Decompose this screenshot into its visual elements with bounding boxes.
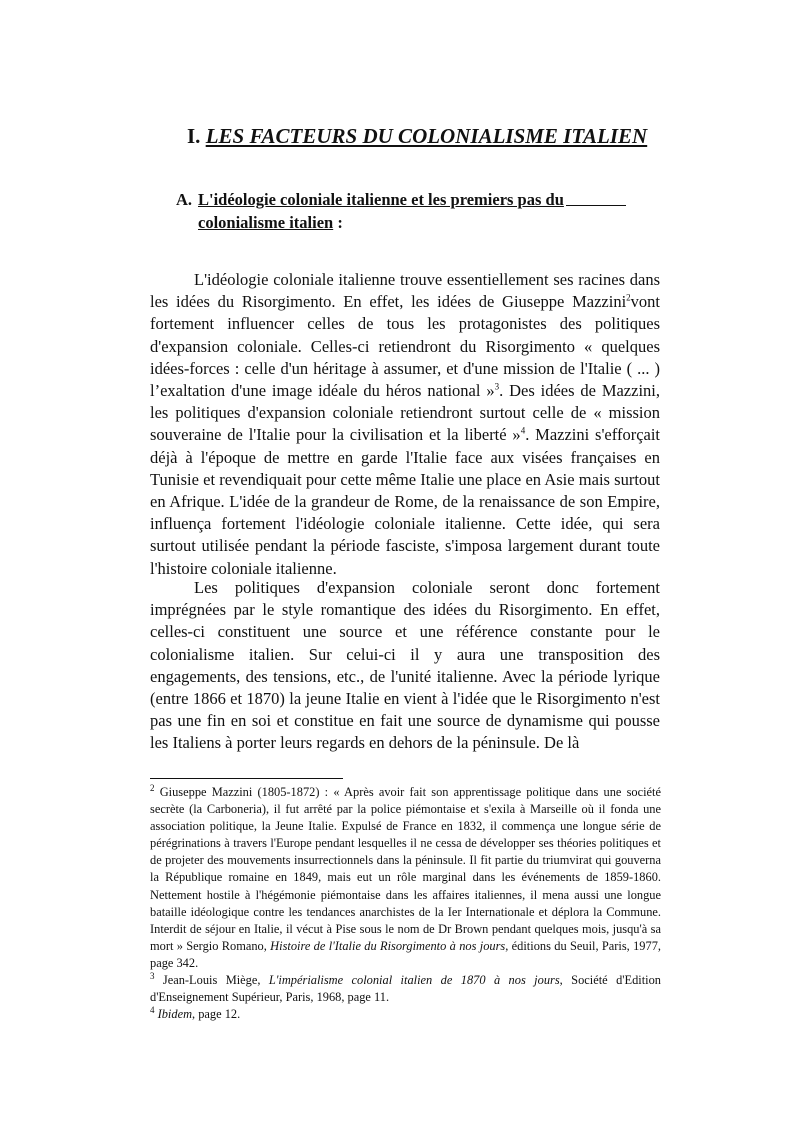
footnote-ref-2[interactable]: 2 <box>626 292 631 303</box>
chapter-title <box>187 124 747 149</box>
footnote-2 <box>150 784 661 972</box>
chapter-title-text: LES FACTEURS DU COLONIALISME ITALIEN <box>205 124 648 148</box>
section-heading-line1-text: L'idéologie coloniale italienne et les premiers pas du <box>198 190 564 209</box>
footnote-4-number: 4 <box>150 1005 155 1016</box>
footnote-2-tail: , éditions du Seuil, Paris, 1977, page 342. <box>150 938 661 970</box>
footnote-3-book: L'impérialisme colonial italien de 1870 à nos jours <box>268 973 560 988</box>
footnote-ref-4[interactable]: 4 <box>520 425 526 436</box>
footnotes <box>150 784 661 1023</box>
footnote-2-text: Giuseppe Mazzini (1805-1872) : « Après avoir fait son apprentissage politique dans une société secrète (la Carboneria), il fut arrêté par la police piémontaise et s'exila à Marseille où il fonda une association politique, la Jeune Italie. Expulsé de France en 1832, il commença une longue série de pérégrinations à travers l'Europe pendant lesquelles il ne cessa de développer ses théories politiques et de projeter des mouvements insurrectionnels dans la péninsule. Il fit partie du triumvirat qui gouverna la République romaine en 1849, mais eut un rôle marginal dans les événements de 1859-1860. Nettement hostile à l'hégémonie piémontaise dans les affaires italiennes, il mena aussi une longue bataille idéologique contre les tendances anarchistes de la Ier Internationale et déplora la Commune. Interdit de séjour en Italie, il vécut à Pise sous le nom de Dr Brown pendant quelques mois, jusqu'à sa mort » Sergio Romano, <box>150 785 661 953</box>
footnote-3 <box>150 972 661 1006</box>
footnote-3-tail: , Société d'Edition d'Enseignement Supérieur, Paris, 1968, page 11. <box>150 973 661 1005</box>
paragraph-2 <box>150 577 660 755</box>
paragraph-2-text: Les politiques d'expansion coloniale seront donc fortement imprégnées par le style romantique des idées du Risorgimento. En effet, celles-ci constituent une source et une référence constante pour le colonialisme italien. Sur celui-ci il y aura une transposition des engagements, des tensions, etc., de l'unité italienne. Avec la période lyrique (entre 1866 et 1870) la jeune Italie en vient à l'idée que le Risorgimento n'est pas une fin en soi et constitue en fait une source de dynamisme qui pousse les Italiens à porter leurs regards en dehors de la péninsule. De là <box>150 578 660 753</box>
chapter-number: I. <box>187 124 201 148</box>
footnote-3-number: 3 <box>150 970 155 981</box>
section-heading-colon: : <box>333 213 343 232</box>
footnote-2-book: Histoire de l'Italie du Risorgimento à nos jours <box>270 938 506 953</box>
paragraph-1-part-a: L'idéologie coloniale italienne trouve essentiellement ses racines dans les idées du Risorgimento. En effet, les idées de Giuseppe Mazzini <box>150 270 660 312</box>
heading-underline-tail <box>566 188 626 206</box>
section-heading-line1 <box>198 188 626 211</box>
footnote-ref-3[interactable]: 3 <box>494 381 500 392</box>
section-heading-line2 <box>198 211 343 234</box>
footnote-3-author: Jean-Louis Miège, <box>154 973 269 988</box>
paragraph-1 <box>150 269 660 580</box>
footnote-4-book: Ibidem <box>157 1007 193 1022</box>
footnote-2-number: 2 <box>150 782 155 793</box>
footnote-separator <box>150 778 343 779</box>
footnote-4 <box>150 1006 661 1023</box>
section-heading-line2-text: colonialisme italien <box>198 213 334 232</box>
footnote-4-tail: , page 12. <box>192 1007 241 1022</box>
paragraph-1-part-d: . Mazzini s'efforçait déjà à l'époque de mettre en garde l'Italie face aux visées françaises en Tunisie et revendiquait pour cette même Italie une place en Asie mais surtout en Afrique. L'idée de la grandeur de Rome, de la renaissance de son Empire, influença fortement l'idéologie coloniale italienne. Cette idée, qui sera surtout utilisée pendant la période fasciste, s'imposa largement durant toute l'histoire coloniale italienne. <box>150 425 661 578</box>
section-letter: A. <box>176 190 193 209</box>
paragraph-1-part-b: vont fortement influencer celles de tous les protagonistes des politiques d'expansion coloniale. Celles-ci retiendront du Risorgimento « quelques idées-forces : celle d'un héritage à assumer, et d'une mission de l'Italie ( ... ) l’exaltation d'une image idéale du héros national » <box>150 292 660 401</box>
paragraph-1-part-c: . Des idées de Mazzini, les politiques d'expansion coloniale retiendront surtout celle de « mission souveraine de l'Italie pour la civilisation et la liberté » <box>150 381 661 445</box>
